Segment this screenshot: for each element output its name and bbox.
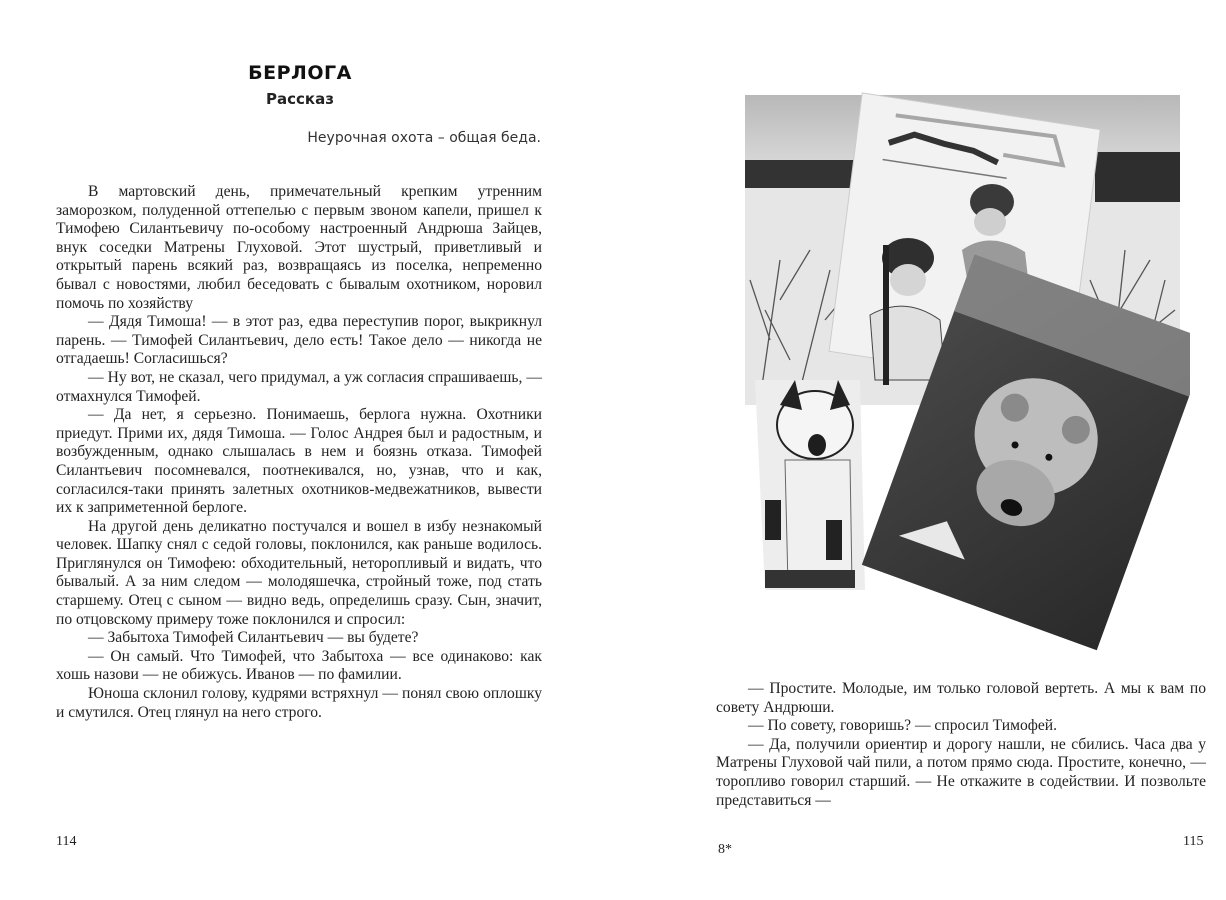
paragraph: На другой день деликатно постучался и вошел в избу незнакомый человек. Шапку снял с седой головы, поклонился, как раньше водилось. Приглянулся он Тимофею: обходительный, неторопливый и видать, что бывалый. А за ним следом — молодяшечка, стройный тоже, под стать старшему. Отец с сыном — видно ведь, определишь сразу. Сын, значит, по отцовскому примеру тоже поклонился и спросил: <box>56 517 542 628</box>
page-number-left: 114 <box>56 834 77 849</box>
paragraph: В мартовский день, примечательный крепким утренним заморозком, полуденной оттепелью с первым звоном капели, пришел к Тимофею Силантьевичу по-особому настроенный Андрюша Зайцев, внук соседки Матрены Глуховой. Этот шустрый, приветливый и открытый парень всякий раз, возвращаясь из поселка, непременно бывал с новостями, любил беседовать с бывалым охотником, норовил помочь по хозяйству <box>56 183 542 312</box>
paragraph: — Да, получили ориентир и дорогу нашли, не сбились. Часа два у Матрены Глуховой чай пили, а потом прямо сюда. Простите, конечно, — торопливо говорил старший. — Не откажите в содействии. И позвольте представиться — <box>716 735 1206 809</box>
signature-mark: 8* <box>718 842 732 857</box>
story-title: БЕРЛОГА <box>248 62 352 84</box>
paragraph: — Он самый. Что Тимофей, что Забытоха — все одинаково: как хошь назови — не обижусь. Иванов — по фамилии. <box>56 647 542 684</box>
dog-photo <box>755 380 865 590</box>
paragraph: — Ну вот, не сказал, чего придумал, а уж согласия спрашиваешь, — отмахнулся Тимофей. <box>56 368 542 405</box>
paragraph: — Дядя Тимоша! — в этот раз, едва переступив порог, выкрикнул парень. — Тимофей Силантьевич, дело есть! Такое дело — никогда не отгадаешь! Согласишься? <box>56 313 542 368</box>
paragraph: — Простите. Молодые, им только головой вертеть. А мы к вам по совету Андрюши. <box>716 680 1206 716</box>
page-number-right: 115 <box>1183 834 1204 849</box>
paragraph: — По совету, говоришь? — спросил Тимофей. <box>748 717 1058 735</box>
story-subtitle: Рассказ <box>266 90 334 108</box>
left-page-body <box>56 183 542 722</box>
photo-collage <box>740 80 1190 660</box>
epigraph: Неурочная охота – общая беда. <box>307 130 541 146</box>
paragraph: — Забытоха Тимофей Силантьевич — вы будете? <box>88 629 419 647</box>
right-page-body <box>716 680 1206 810</box>
paragraph: Юноша склонил голову, кудрями встряхнул — понял свою оплошку и смутился. Отец глянул на него строго. <box>56 685 542 721</box>
paragraph: — Да нет, я серьезно. Понимаешь, берлога нужна. Охотники приедут. Прими их, дядя Тимоша. — Голос Андрея был и радостным, и возбужденным, однако слышалась в нем и боязнь отказа. Тимофей Силантьевич посомневался, поотнекивался, но, узнав, что и как, согласился-таки принять залетных охотников-медвежатников, вывести их к заприметенной берлоге. <box>56 406 542 517</box>
